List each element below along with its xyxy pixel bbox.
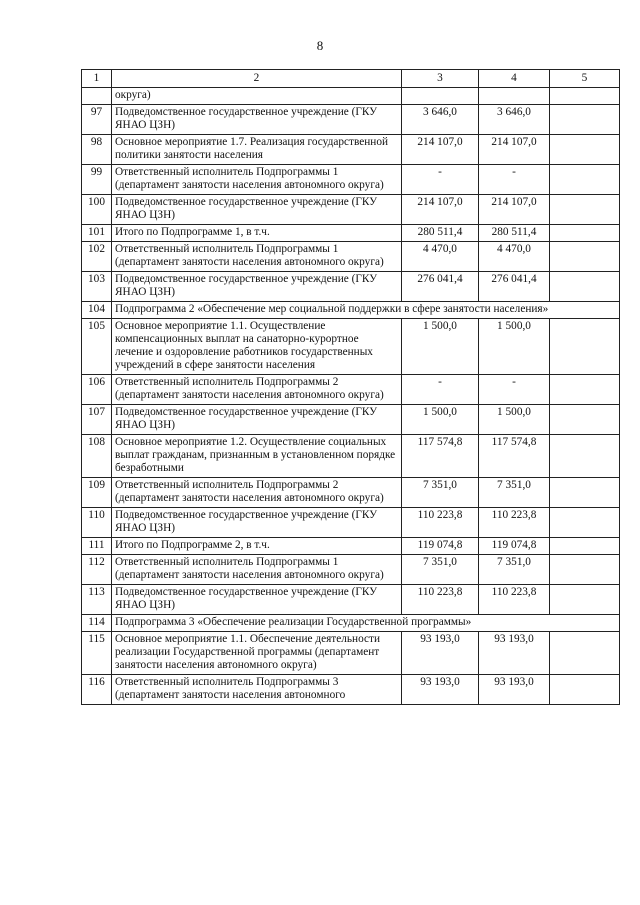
value-col-4: 214 107,0 xyxy=(479,135,550,165)
row-description: Подведомственное государственное учреждение (ГКУ ЯНАО ЦЗН) xyxy=(112,105,402,135)
row-description: округа) xyxy=(112,88,402,105)
row-description: Основное мероприятие 1.7. Реализация государственной политики занятости населения xyxy=(112,135,402,165)
row-number: 105 xyxy=(82,319,112,375)
table-row xyxy=(82,272,620,302)
row-number: 114 xyxy=(82,615,112,632)
value-col-5 xyxy=(550,88,620,105)
table-row xyxy=(82,538,620,555)
table-row xyxy=(82,242,620,272)
value-col-5 xyxy=(550,225,620,242)
value-col-3: 214 107,0 xyxy=(402,135,479,165)
value-col-5 xyxy=(550,538,620,555)
value-col-4: 93 193,0 xyxy=(479,675,550,705)
value-col-3: 214 107,0 xyxy=(402,195,479,225)
value-col-3: 93 193,0 xyxy=(402,675,479,705)
value-col-5 xyxy=(550,319,620,375)
value-col-4: 280 511,4 xyxy=(479,225,550,242)
value-col-4: 110 223,8 xyxy=(479,585,550,615)
table-row xyxy=(82,585,620,615)
table-row xyxy=(82,302,620,319)
row-description: Подведомственное государственное учреждение (ГКУ ЯНАО ЦЗН) xyxy=(112,585,402,615)
value-col-4: 214 107,0 xyxy=(479,195,550,225)
table-row xyxy=(82,615,620,632)
row-number: 97 xyxy=(82,105,112,135)
row-description: Ответственный исполнитель Подпрограммы 1 (департамент занятости населения автономного округа) xyxy=(112,555,402,585)
value-col-4: 276 041,4 xyxy=(479,272,550,302)
row-number: 113 xyxy=(82,585,112,615)
row-number: 109 xyxy=(82,478,112,508)
value-col-3: 280 511,4 xyxy=(402,225,479,242)
value-col-3: 117 574,8 xyxy=(402,435,479,478)
table-row xyxy=(82,675,620,705)
row-description: Ответственный исполнитель Подпрограммы 1 (департамент занятости населения автономного округа) xyxy=(112,242,402,272)
table-row xyxy=(82,478,620,508)
row-description: Ответственный исполнитель Подпрограммы 2 (департамент занятости населения автономного округа) xyxy=(112,375,402,405)
value-col-5 xyxy=(550,632,620,675)
table-header xyxy=(82,70,620,88)
page-number: 8 xyxy=(316,38,324,53)
row-number: 101 xyxy=(82,225,112,242)
value-col-4: 93 193,0 xyxy=(479,632,550,675)
table-row xyxy=(82,319,620,375)
value-col-4 xyxy=(479,88,550,105)
row-number: 104 xyxy=(82,302,112,319)
row-description: Подведомственное государственное учреждение (ГКУ ЯНАО ЦЗН) xyxy=(112,195,402,225)
value-col-3 xyxy=(402,88,479,105)
value-col-5 xyxy=(550,375,620,405)
row-description: Подведомственное государственное учреждение (ГКУ ЯНАО ЦЗН) xyxy=(112,272,402,302)
value-col-5 xyxy=(550,405,620,435)
value-col-3: 93 193,0 xyxy=(402,632,479,675)
table-body xyxy=(82,88,620,705)
value-col-4: 1 500,0 xyxy=(479,405,550,435)
row-number: 107 xyxy=(82,405,112,435)
value-col-3: 110 223,8 xyxy=(402,508,479,538)
table-row xyxy=(82,375,620,405)
value-col-3: 119 074,8 xyxy=(402,538,479,555)
table-row xyxy=(82,435,620,478)
row-number: 116 xyxy=(82,675,112,705)
row-number: 102 xyxy=(82,242,112,272)
value-col-3: 276 041,4 xyxy=(402,272,479,302)
value-col-4: 7 351,0 xyxy=(479,478,550,508)
value-col-5 xyxy=(550,272,620,302)
row-description: Основное мероприятие 1.2. Осуществление социальных выплат гражданам, признанным в установленном порядке безработными xyxy=(112,435,402,478)
row-description: Ответственный исполнитель Подпрограммы 2 (департамент занятости населения автономного округа) xyxy=(112,478,402,508)
value-col-4: 110 223,8 xyxy=(479,508,550,538)
value-col-5 xyxy=(550,508,620,538)
value-col-3: 7 351,0 xyxy=(402,555,479,585)
row-number xyxy=(82,88,112,105)
value-col-3: 1 500,0 xyxy=(402,405,479,435)
value-col-4: 3 646,0 xyxy=(479,105,550,135)
row-number: 106 xyxy=(82,375,112,405)
row-description: Итого по Подпрограмме 1, в т.ч. xyxy=(112,225,402,242)
value-col-3: 110 223,8 xyxy=(402,585,479,615)
table-row xyxy=(82,405,620,435)
value-col-5 xyxy=(550,585,620,615)
value-col-5 xyxy=(550,105,620,135)
value-col-5 xyxy=(550,555,620,585)
row-description: Основное мероприятие 1.1. Осуществление компенсационных выплат на санаторно-курортное лечение и оздоровление работников государственных учреждений в сфере занятости населения xyxy=(112,319,402,375)
value-col-4: 7 351,0 xyxy=(479,555,550,585)
row-description: Ответственный исполнитель Подпрограммы 1 (департамент занятости населения автономного округа) xyxy=(112,165,402,195)
value-col-5 xyxy=(550,135,620,165)
header-col-4: 4 xyxy=(479,70,550,88)
table-row xyxy=(82,508,620,538)
row-description: Основное мероприятие 1.1. Обеспечение деятельности реализации Государственной программы (департамент занятости населения автономного округа) xyxy=(112,632,402,675)
row-number: 112 xyxy=(82,555,112,585)
table-row xyxy=(82,225,620,242)
header-row xyxy=(82,70,620,88)
value-col-5 xyxy=(550,435,620,478)
row-number: 98 xyxy=(82,135,112,165)
table-row xyxy=(82,555,620,585)
value-col-3: 4 470,0 xyxy=(402,242,479,272)
value-col-5 xyxy=(550,165,620,195)
table-row xyxy=(82,88,620,105)
row-description: Подведомственное государственное учреждение (ГКУ ЯНАО ЦЗН) xyxy=(112,405,402,435)
value-col-3: 1 500,0 xyxy=(402,319,479,375)
header-col-5: 5 xyxy=(550,70,620,88)
row-number: 103 xyxy=(82,272,112,302)
header-col-1: 1 xyxy=(82,70,112,88)
value-col-4: 117 574,8 xyxy=(479,435,550,478)
value-col-5 xyxy=(550,195,620,225)
row-number: 111 xyxy=(82,538,112,555)
row-number: 115 xyxy=(82,632,112,675)
row-description: Подведомственное государственное учреждение (ГКУ ЯНАО ЦЗН) xyxy=(112,508,402,538)
value-col-4: 1 500,0 xyxy=(479,319,550,375)
subprogram-title: Подпрограмма 3 «Обеспечение реализации Государственной программы» xyxy=(112,615,620,632)
subprogram-title: Подпрограмма 2 «Обеспечение мер социальной поддержки в сфере занятости населения» xyxy=(112,302,620,319)
table-row xyxy=(82,165,620,195)
row-number: 100 xyxy=(82,195,112,225)
row-description: Ответственный исполнитель Подпрограммы 3 (департамент занятости населения автономного xyxy=(112,675,402,705)
budget-table xyxy=(81,69,620,705)
row-number: 110 xyxy=(82,508,112,538)
value-col-3: - xyxy=(402,165,479,195)
table-row xyxy=(82,105,620,135)
value-col-5 xyxy=(550,242,620,272)
value-col-4: 4 470,0 xyxy=(479,242,550,272)
value-col-3: 3 646,0 xyxy=(402,105,479,135)
value-col-4: 119 074,8 xyxy=(479,538,550,555)
value-col-3: 7 351,0 xyxy=(402,478,479,508)
table-row xyxy=(82,135,620,165)
row-description: Итого по Подпрограмме 2, в т.ч. xyxy=(112,538,402,555)
header-col-2: 2 xyxy=(112,70,402,88)
header-col-3: 3 xyxy=(402,70,479,88)
value-col-5 xyxy=(550,675,620,705)
table-row xyxy=(82,632,620,675)
value-col-4: - xyxy=(479,165,550,195)
value-col-3: - xyxy=(402,375,479,405)
value-col-5 xyxy=(550,478,620,508)
table-row xyxy=(82,195,620,225)
row-number: 108 xyxy=(82,435,112,478)
value-col-4: - xyxy=(479,375,550,405)
row-number: 99 xyxy=(82,165,112,195)
